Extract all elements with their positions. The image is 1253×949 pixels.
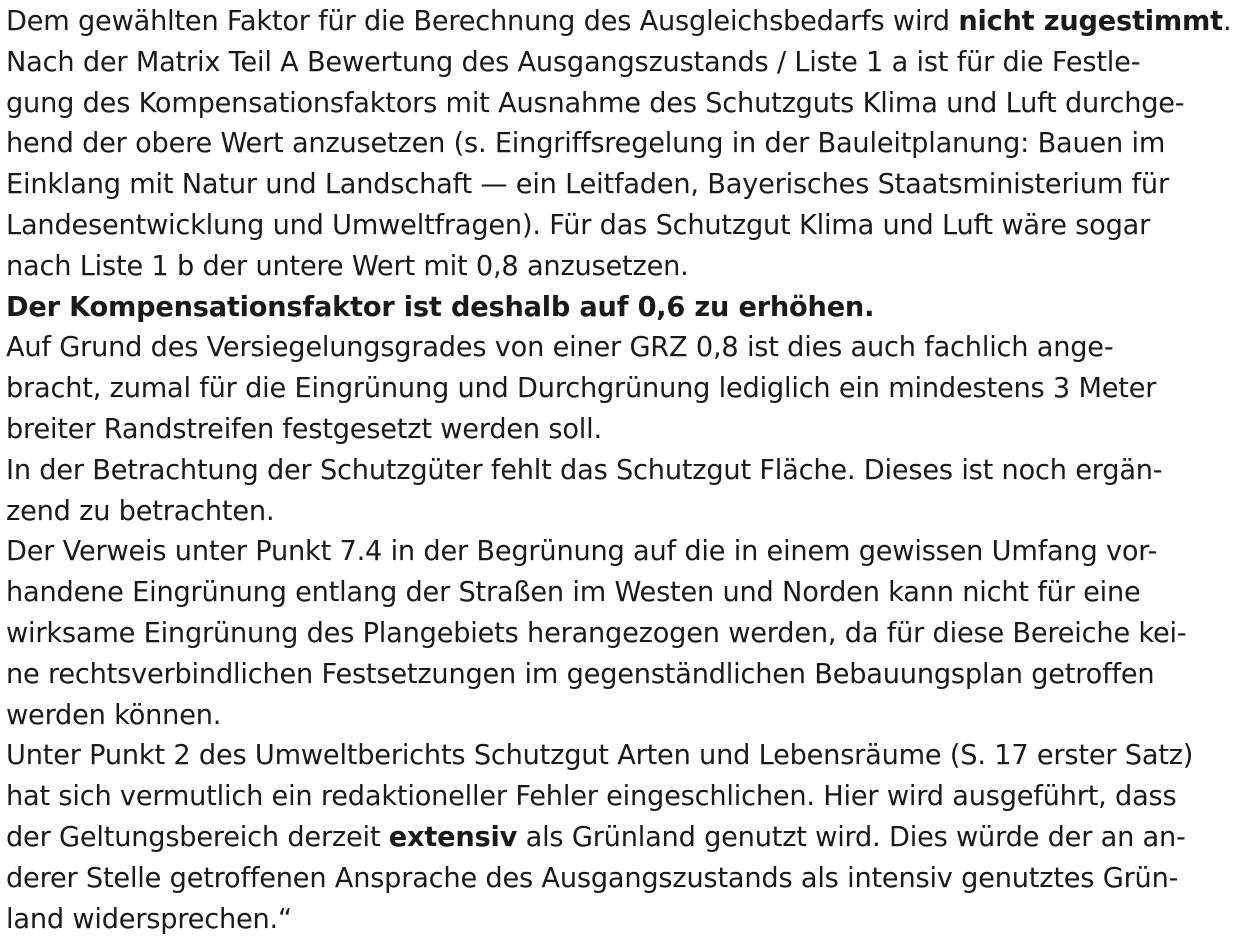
text-line [6,288,1249,329]
emphasis-nicht-zugestimmt: nicht zugestimmt [958,6,1223,37]
text-line: der Geltungsbereich derzeit extensiv als Grünland genutzt wird. Dies würde der an an- [6,821,1186,853]
emphasis-kompensationsfaktor: Der Kompensationsfaktor ist deshalb auf 0,6 zu erhöhen. [6,291,875,323]
text-line: bracht, zumal für die Eingrünung und Durchgrünung lediglich ein mindestens 3 Meter [6,373,1157,405]
text-line: Der Verweis unter Punkt 7.4 in der Begrünung auf die in einem gewissen Umfang vor- [6,536,1158,568]
text-line: ne rechtsverbindlichen Festsetzungen im gegenständlichen Bebauungsplan getroffen [6,658,1155,690]
text-line: nach Liste 1 b der untere Wert mit 0,8 anzusetzen. [6,250,689,282]
text-line: In der Betrachtung der Schutzgüter fehlt das Schutzgut Fläche. Dieses ist noch ergän- [6,454,1163,486]
text-line: gung des Kompensationsfaktors mit Ausnahme des Schutzguts Klima und Luft durchge- [6,87,1185,119]
text-line: zend zu betrachten. [6,495,275,527]
text-line: derer Stelle getroffenen Ansprache des Ausgangszustands als intensiv genutztes Grün- [6,862,1179,894]
text-line: Landesentwicklung und Umweltfragen). Für das Schutzgut Klima und Luft wäre sogar [6,209,1151,241]
text-line: breiter Randstreifen festgesetzt werden soll. [6,413,602,445]
text-line: Dem gewählten Faktor für die Berechnung des Ausgleichsbedarfs wird nicht zugestimmt. [6,6,1232,37]
text-line: hat sich vermutlich ein redaktioneller Fehler eingeschlichen. Hier wird ausgeführt, dass [6,781,1177,813]
text-line: wirksame Eingrünung des Plangebiets herangezogen werden, da für diese Bereiche kei- [6,617,1187,649]
text-line: Auf Grund des Versiegelungsgrades von einer GRZ 0,8 ist dies auch fachlich ange- [6,332,1114,364]
text-line: werden können. [6,699,222,731]
text-line: hend der obere Wert anzusetzen (s. Eingriffsregelung in der Bauleitplanung: Bauen im [6,128,1166,160]
document-page [0,2,1253,949]
text-line: handene Eingrünung entlang der Straßen im Westen und Norden kann nicht für eine [6,577,1141,609]
text-line: Einklang mit Natur und Landschaft — ein Leitfaden, Bayerisches Staatsministerium für [6,169,1169,201]
text-line: Unter Punkt 2 des Umweltberichts Schutzgut Arten und Lebensräume (S. 17 erster Satz) [6,740,1194,772]
text-line: Nach der Matrix Teil A Bewertung des Ausgangszustands / Liste 1 a ist für die Festle- [6,46,1141,78]
emphasis-extensiv: extensiv [388,821,518,853]
text-line: land widersprechen.“ [6,903,292,935]
